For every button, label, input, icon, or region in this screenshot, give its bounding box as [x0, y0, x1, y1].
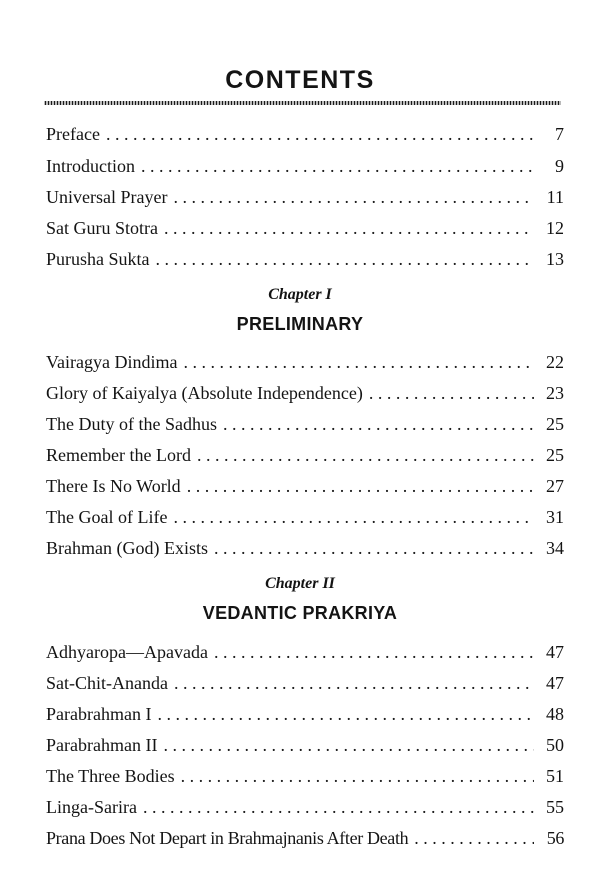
- dot-leader: [369, 383, 534, 404]
- toc-entry-page: 12: [546, 218, 564, 238]
- toc-entry-page: 25: [546, 414, 564, 434]
- toc-entry-remember-the-lord[interactable]: [46, 445, 564, 469]
- toc-entry-label: Universal Prayer: [46, 187, 168, 207]
- toc-entry-universal-prayer[interactable]: [46, 187, 564, 211]
- toc-entry-label: The Three Bodies: [46, 766, 175, 786]
- toc-entry-page: 13: [546, 249, 564, 269]
- dot-leader: [174, 673, 534, 694]
- toc-entry-label: Adhyaropa—Apavada: [46, 642, 208, 662]
- dot-leader: [187, 476, 534, 497]
- dot-leader: [173, 507, 534, 528]
- toc-entry-label: Glory of Kaiyalya (Absolute Independence): [46, 383, 363, 403]
- dotted-rule: [44, 101, 561, 105]
- toc-entry-label: Parabrahman I: [46, 704, 152, 724]
- toc-entry-page: 47: [546, 642, 564, 662]
- toc-entry-there-is-no-world[interactable]: [46, 476, 564, 500]
- toc-entry-label: Remember the Lord: [46, 445, 191, 465]
- toc-entry-brahman-exists[interactable]: [46, 538, 564, 562]
- toc-entry-label: The Goal of Life: [46, 507, 168, 527]
- page-title: CONTENTS: [225, 66, 375, 94]
- toc-entry-parabrahman-i[interactable]: [46, 704, 564, 728]
- toc-entry-page: 56: [546, 828, 564, 848]
- toc-entry-page: 7: [555, 124, 564, 144]
- chapter-heading: PRELIMINARY: [236, 314, 364, 334]
- dot-leader: [156, 249, 535, 270]
- dot-leader: [214, 642, 534, 663]
- toc-entry-glory-of-kaiyalya[interactable]: [46, 383, 564, 407]
- dot-leader: [141, 156, 534, 177]
- dot-leader: [173, 187, 534, 208]
- dot-leader: [163, 735, 534, 756]
- toc-entry-page: 11: [546, 187, 564, 207]
- dot-leader: [181, 766, 534, 787]
- toc-entry-page: 31: [546, 507, 564, 527]
- chapter-heading: VEDANTIC PRAKRIYA: [202, 603, 398, 623]
- toc-entry-duty-of-the-sadhus[interactable]: [46, 414, 564, 438]
- toc-entry-purusha-sukta[interactable]: [46, 249, 564, 273]
- toc-entry-adhyaropa-apavada[interactable]: [46, 642, 564, 666]
- toc-entry-page: 23: [546, 383, 564, 403]
- chapter-number: Chapter I: [268, 286, 332, 303]
- dot-leader: [197, 445, 534, 466]
- toc-entry-label: Prana Does Not Depart in Brahmajnanis After Death: [46, 828, 409, 848]
- dot-leader: [143, 797, 534, 818]
- toc-entry-goal-of-life[interactable]: [46, 507, 564, 531]
- toc-entry-prana-does-not-depart[interactable]: [46, 828, 564, 852]
- toc-entry-label: Sat Guru Stotra: [46, 218, 158, 238]
- toc-entry-page: 50: [546, 735, 564, 755]
- toc-entry-label: Brahman (God) Exists: [46, 538, 208, 558]
- toc-entry-label: Introduction: [46, 156, 135, 176]
- toc-entry-page: 22: [546, 352, 564, 372]
- toc-entry-preface[interactable]: [46, 124, 564, 148]
- toc-entry-label: Linga-Sarira: [46, 797, 137, 817]
- dot-leader: [106, 124, 534, 145]
- toc-entry-label: There Is No World: [46, 476, 181, 496]
- toc-entry-introduction[interactable]: [46, 156, 564, 180]
- dot-leader: [164, 218, 534, 239]
- toc-entry-page: 9: [555, 156, 564, 176]
- dot-leader: [157, 704, 534, 725]
- toc-entry-page: 55: [546, 797, 564, 817]
- toc-entry-page: 51: [546, 766, 564, 786]
- toc-entry-label: Purusha Sukta: [46, 249, 150, 269]
- toc-entry-label: Sat-Chit-Ananda: [46, 673, 168, 693]
- toc-entry-sat-chit-ananda[interactable]: [46, 673, 564, 697]
- toc-entry-page: 47: [546, 673, 564, 693]
- toc-entry-sat-guru-stotra[interactable]: [46, 218, 564, 242]
- toc-entry-parabrahman-ii[interactable]: [46, 735, 564, 759]
- dot-leader: [223, 414, 534, 435]
- dot-leader: [214, 538, 534, 559]
- toc-entry-page: 48: [546, 704, 564, 724]
- toc-entry-linga-sarira[interactable]: [46, 797, 564, 821]
- toc-entry-label: Preface: [46, 124, 100, 144]
- toc-entry-vairagya-dindima[interactable]: [46, 352, 564, 376]
- toc-entry-three-bodies[interactable]: [46, 766, 564, 790]
- toc-entry-label: Vairagya Dindima: [46, 352, 178, 372]
- toc-entry-page: 34: [546, 538, 564, 558]
- dot-leader: [183, 352, 534, 373]
- toc-entry-label: The Duty of the Sadhus: [46, 414, 217, 434]
- chapter-number: Chapter II: [265, 575, 335, 592]
- toc-entry-page: 27: [546, 476, 564, 496]
- dot-leader: [414, 828, 534, 849]
- toc-entry-page: 25: [546, 445, 564, 465]
- toc-entry-label: Parabrahman II: [46, 735, 158, 755]
